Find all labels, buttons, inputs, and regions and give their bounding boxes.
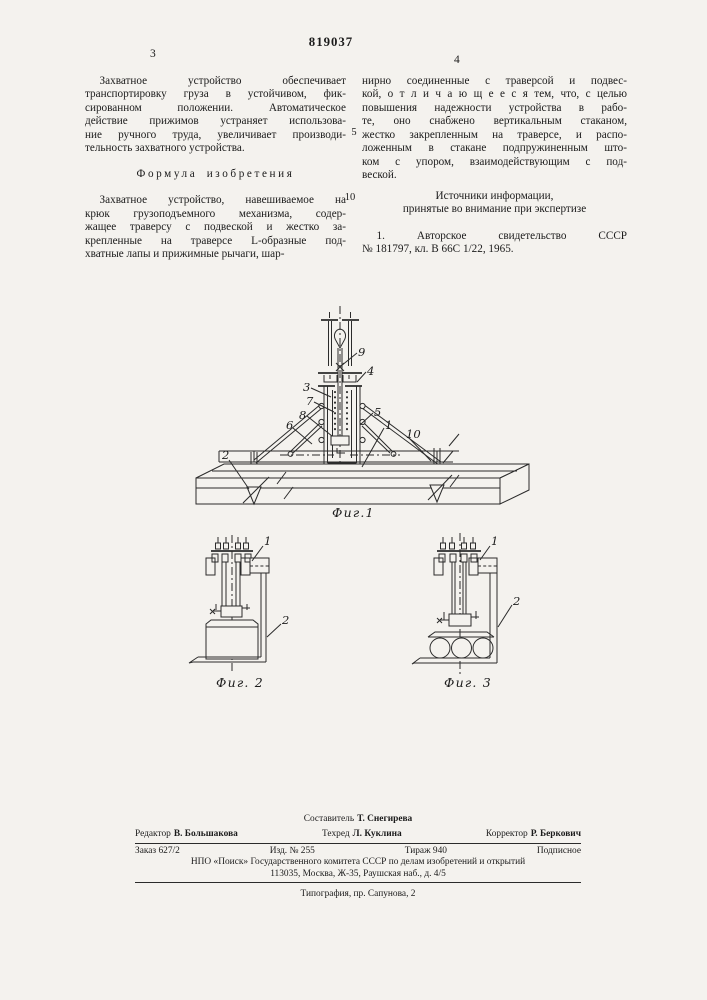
- text-line: ние ручного труда, увеличивает производи-: [85, 128, 346, 141]
- text-line: жестко закрепленным на траверсе, и распо-: [362, 128, 627, 141]
- techred-name: Л. Куклина: [352, 829, 402, 840]
- text-line: нирно соединенные с траверсой и подвес-: [362, 75, 627, 87]
- footer-order: Заказ 627/2: [135, 845, 180, 856]
- text-line: жащее траверсу с подвеской и жестко за-: [85, 221, 346, 234]
- footer-address-line: 113035, Москва, Ж-35, Раушская наб., д. 4/5: [270, 868, 446, 879]
- footer-corrector: [486, 829, 581, 840]
- corrector-name: Р. Беркович: [530, 829, 581, 840]
- patent-drawing: [0, 300, 707, 700]
- footer-print-row: [135, 846, 581, 857]
- figure-label: 2: [222, 448, 230, 462]
- compiler-role: Составитель: [303, 814, 355, 824]
- figure-label: 2: [513, 594, 521, 608]
- figure-label: 10: [406, 427, 421, 441]
- figure-label: 4: [367, 364, 375, 378]
- sources-heading: [362, 190, 627, 217]
- left-column: [85, 75, 346, 261]
- editor-name: В. Большакова: [173, 829, 238, 840]
- figure-3-caption: Фиг. 3: [444, 675, 492, 690]
- patent-number: 819037: [308, 35, 354, 49]
- text-line: ком с упором, взаимодействующим с под-: [362, 155, 627, 168]
- figure-label: 1: [385, 418, 393, 432]
- footer-staff-row: [135, 829, 581, 840]
- figure-label: 1: [491, 534, 499, 548]
- text-line: хватные лапы и прижимные рычаги, шар-: [85, 247, 285, 260]
- reference-entry: [362, 230, 627, 257]
- compiler-name: Т. Снегирева: [357, 814, 413, 824]
- footer-editor: [135, 829, 238, 840]
- text-line: ложенным в стакане подпружиненным што-: [362, 142, 627, 155]
- figure-1: [196, 306, 529, 520]
- text-line: сированном положении. Автоматическое: [85, 101, 346, 114]
- text-line: Захватное устройство, навешиваемое на: [99, 194, 346, 207]
- figure-label: 9: [358, 345, 366, 359]
- text-line: крюк грузоподъемного механизма, содер-: [85, 207, 346, 220]
- right-column: [362, 75, 627, 256]
- text-line: действие прижимов устраняет использова-: [85, 115, 346, 128]
- text-line: крепленные на траверсе L-образные под-: [85, 234, 346, 247]
- footer-izd: Изд. № 255: [269, 845, 315, 856]
- figure-label: 2: [282, 613, 290, 627]
- footer-techred: [322, 829, 402, 840]
- figure-label: 7: [306, 394, 314, 408]
- figure-label: 5: [374, 405, 382, 419]
- footer-compiler: [135, 814, 581, 825]
- publication-footer: [135, 814, 581, 900]
- figure-2: [189, 534, 289, 690]
- margin-line-number-10: 10: [344, 192, 356, 203]
- text-line: № 181797, кл. B 66C 1/22, 1965.: [362, 242, 514, 255]
- text-line: кой, о т л и ч а ю щ е е с я тем, что, с целью: [362, 88, 627, 101]
- footer-tirazh: Тираж 940: [404, 845, 447, 856]
- left-paragraph-1: [85, 75, 346, 156]
- text-line: транспортировку груза в устойчивом, фик-: [85, 88, 346, 101]
- figure-2-caption: Фиг. 2: [216, 675, 264, 690]
- figure-label: 8: [299, 408, 307, 422]
- text-line: тельность захватного устройства.: [85, 142, 245, 155]
- techred-role: Техред: [322, 829, 350, 840]
- text-line: веской.: [362, 169, 397, 182]
- editor-role: Редактор: [135, 829, 171, 840]
- text-line: Захватное устройство обеспечивает: [99, 75, 346, 87]
- footer-rule-bottom: [135, 882, 581, 884]
- footer-typography-line: Типография, пр. Сапунова, 2: [300, 889, 416, 900]
- corrector-role: Корректор: [485, 829, 528, 840]
- footer-rule-top: [135, 843, 581, 845]
- text-line: Источники информации,: [435, 189, 554, 202]
- text-line: те, оно снабжено вертикальным стаканом,: [362, 115, 627, 128]
- left-column-number: 3: [150, 48, 156, 60]
- footer-org-line: НПО «Поиск» Государственного комитета СССР по делам изобретений и открытий: [190, 857, 526, 868]
- figure-1-caption: Фиг.1: [332, 505, 375, 520]
- footer-podpisnoe: Подписное: [536, 845, 581, 856]
- figure-label: 3: [303, 380, 311, 394]
- text-line: 1. Авторское свидетельство СССР: [376, 229, 627, 242]
- text-line: принятые во внимание при экспертизе: [402, 203, 587, 216]
- figure-label: 6: [286, 418, 294, 432]
- left-paragraph-2: [85, 194, 346, 261]
- figure-label: 1: [264, 534, 272, 548]
- right-paragraph-1: [362, 75, 627, 183]
- margin-line-number-5: 5: [351, 127, 357, 138]
- right-column-number: 4: [454, 54, 460, 66]
- claims-heading: Формула изобретения: [136, 167, 295, 180]
- text-line: повышения надежности устройства в рабо-: [362, 101, 627, 114]
- figure-3: [412, 533, 520, 690]
